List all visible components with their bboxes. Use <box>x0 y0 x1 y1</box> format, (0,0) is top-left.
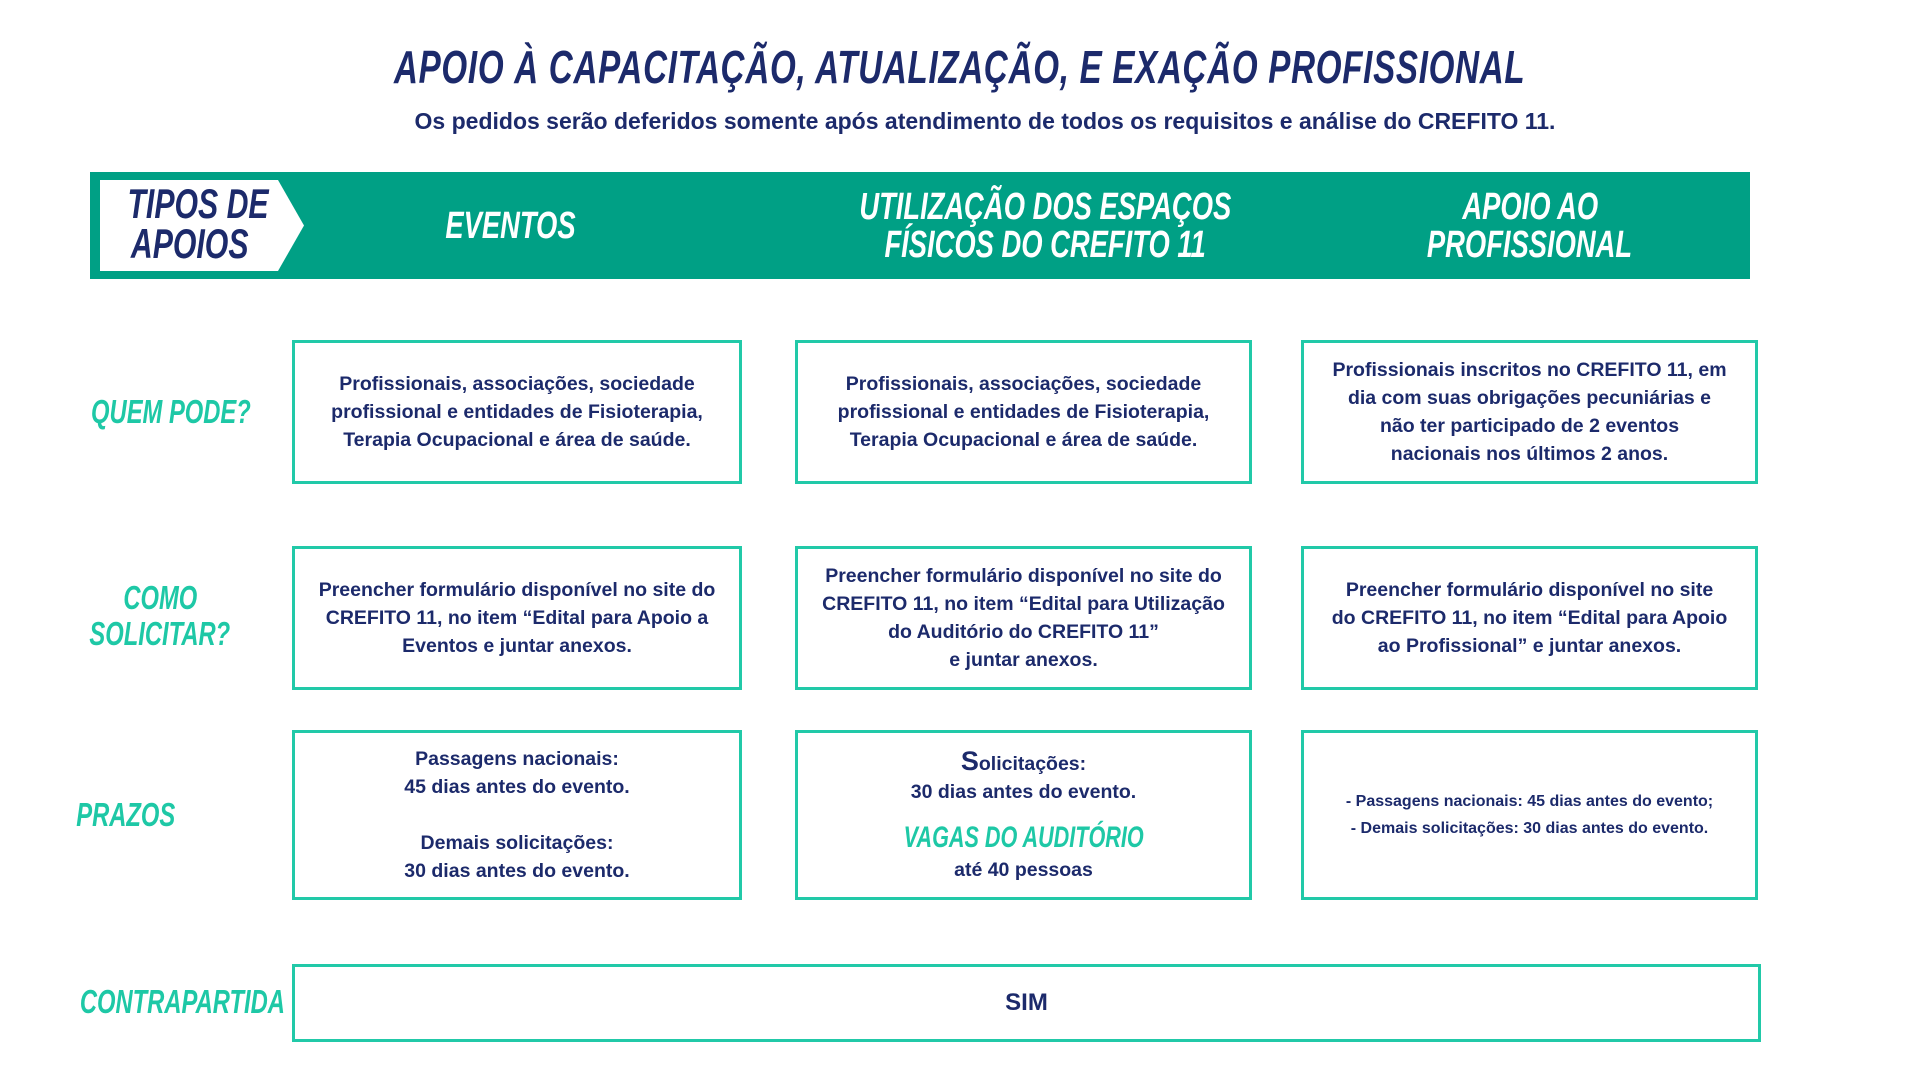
cell-line: Profissionais, associações, sociedade <box>845 373 1202 395</box>
column-header-espacos-line1: UTILIZAÇÃO DOS ESPAÇOS <box>859 185 1231 228</box>
cell-quem-pode-profissional <box>1301 340 1758 484</box>
cell-line: e juntar anexos. <box>949 649 1098 671</box>
column-header-eventos <box>340 172 680 279</box>
vagas-auditorio-label <box>857 820 1190 856</box>
row-label-quem-pode-text: QUEM PODE? <box>91 393 251 430</box>
row-label-contrapartida <box>40 983 285 1020</box>
cell-line: Preencher formulário disponível no site <box>1345 579 1714 601</box>
cell-como-solicitar-profissional <box>1301 546 1758 690</box>
column-header-eventos-line1: EVENTOS <box>444 204 576 247</box>
header-band <box>90 172 1750 279</box>
row-label-quem-pode <box>60 394 260 430</box>
column-header-espacos-line2: FÍSICOS DO CREFITO 11 <box>884 223 1206 266</box>
cell-line: Preencher formulário disponível no site do <box>825 565 1222 587</box>
cell-prazos-eventos <box>292 730 742 900</box>
cell-line: Terapia Ocupacional e área de saúde. <box>849 429 1198 451</box>
cell-line: Terapia Ocupacional e área de saúde. <box>343 429 691 451</box>
tipos-de-apoios-label <box>100 180 280 267</box>
cell-line: não ter participado de 2 eventos <box>1379 415 1680 437</box>
cell-quem-pode-eventos <box>292 340 742 484</box>
page-title-text: APOIO À CAPACITAÇÃO, ATUALIZAÇÃO, E EXAÇÃO PROFISSIONAL <box>394 41 1526 93</box>
cell-line: profissional e entidades de Fisioterapia, <box>837 401 1210 423</box>
tipos-de-apoios-tag <box>100 180 310 271</box>
vagas-auditorio-text: VAGAS DO AUDITÓRIO <box>903 820 1144 854</box>
cell-line: Demais solicitações: <box>420 832 614 854</box>
cell-line: do CREFITO 11, no item “Edital para Apoio <box>1331 607 1728 629</box>
row-label-prazos <box>26 797 226 833</box>
cell-line: Profissionais, associações, sociedade <box>339 373 695 395</box>
column-header-profissional <box>1340 172 1720 279</box>
cell-line: 30 dias antes do evento. <box>910 780 1137 803</box>
cell-line: - Passagens nacionais: 45 dias antes do evento; <box>1345 793 1714 810</box>
cell-line: 30 dias antes do evento. <box>404 860 630 882</box>
cell-prazos-espacos <box>795 730 1252 900</box>
cell-como-solicitar-espacos <box>795 546 1252 690</box>
cell-line: Passagens nacionais: <box>415 748 619 770</box>
cell-line: Eventos e juntar anexos. <box>402 635 632 657</box>
cell-line: do Auditório do CREFITO 11” <box>888 621 1159 643</box>
row-label-prazos-text: PRAZOS <box>76 796 176 833</box>
row-label-como-solicitar <box>60 580 260 652</box>
row-label-como-line2: SOLICITAR? <box>89 615 231 652</box>
cell-prazos-profissional <box>1301 730 1758 900</box>
tipos-label-line1: TIPOS DE <box>127 180 269 227</box>
cell-line: dia com suas obrigações pecuniárias e <box>1347 387 1712 409</box>
cell-line: ao Profissional” e juntar anexos. <box>1377 635 1682 657</box>
cell-line: CREFITO 11, no item “Edital para Utilização <box>822 593 1225 615</box>
cell-quem-pode-espacos <box>795 340 1252 484</box>
cell-como-solicitar-eventos <box>292 546 742 690</box>
cell-line: Preencher formulário disponível no site do <box>318 579 716 601</box>
cell-line: nacionais nos últimos 2 anos. <box>1390 443 1669 465</box>
solicitacoes-rest: olicitações: <box>978 752 1087 775</box>
vagas-auditorio-value: até 40 pessoas <box>954 858 1093 881</box>
column-header-profissional-line2: PROFISSIONAL <box>1427 223 1633 266</box>
cell-contrapartida: SIM <box>292 964 1761 1042</box>
cell-line: profissional e entidades de Fisioterapia, <box>331 401 703 423</box>
cell-line: 45 dias antes do evento. <box>404 776 630 798</box>
column-header-espacos <box>805 172 1285 279</box>
drop-cap-letter: S <box>960 745 979 776</box>
row-label-como-line1: COMO <box>123 579 197 616</box>
page-title <box>0 40 1920 94</box>
cell-line: CREFITO 11, no item “Edital para Apoio a <box>325 607 709 629</box>
cell-line: - Demais solicitações: 30 dias antes do evento. <box>1350 820 1709 837</box>
column-header-profissional-line1: APOIO AO <box>1462 185 1598 228</box>
row-label-contrapartida-text: CONTRAPARTIDA <box>79 983 285 1020</box>
cell-line: Profissionais inscritos no CREFITO 11, em <box>1332 359 1727 381</box>
page-subtitle: Os pedidos serão deferidos somente após atendimento de todos os requisitos e análise do CREFITO 11. <box>414 108 1556 134</box>
tipos-label-line2: APOIOS <box>131 220 249 267</box>
cell-line <box>961 747 1086 778</box>
